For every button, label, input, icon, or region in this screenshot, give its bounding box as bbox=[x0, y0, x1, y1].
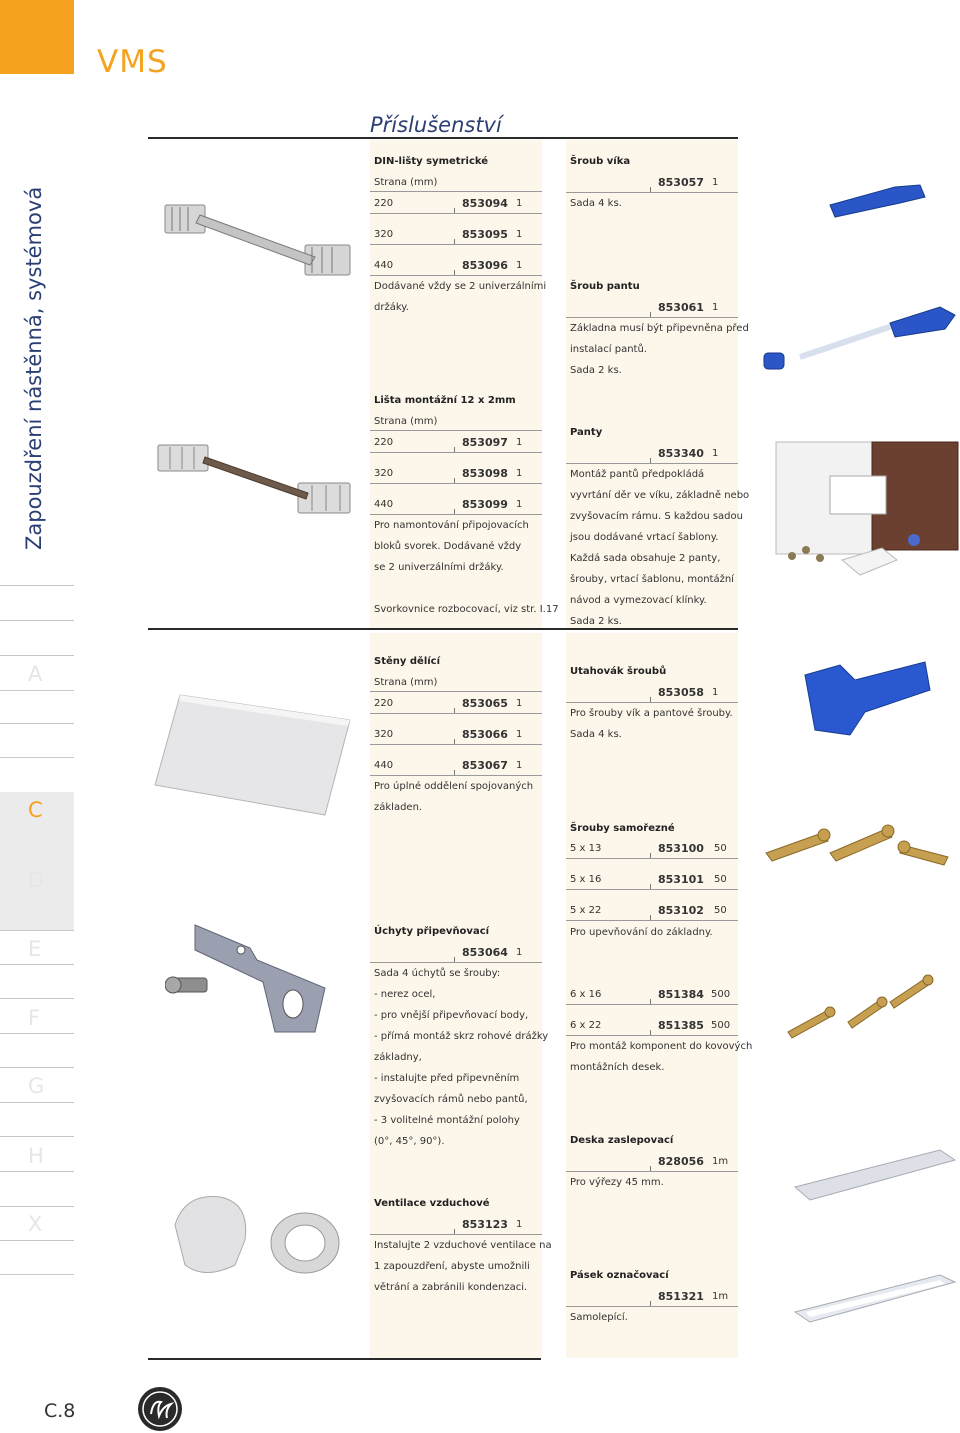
column-tick bbox=[454, 270, 455, 275]
note-line: Sada 4 ks. bbox=[570, 729, 622, 740]
row-underline bbox=[370, 514, 542, 515]
article-number: 853340 bbox=[658, 447, 704, 460]
note-line: Pro výřezy 45 mm. bbox=[570, 1177, 664, 1188]
row-quantity: 1 bbox=[516, 499, 523, 510]
index-divider bbox=[0, 1102, 74, 1103]
note-line: - instalujte před připevněním bbox=[374, 1073, 520, 1084]
row-quantity: 1 bbox=[516, 260, 523, 271]
note-line: - nerez ocel, bbox=[374, 989, 436, 1000]
note-line: Pro namontování připojovacích bbox=[374, 520, 529, 531]
note-line: Pro montáž komponent do kovových bbox=[570, 1041, 753, 1052]
block-title: Pásek označovací bbox=[570, 1270, 669, 1281]
article-number: 853097 bbox=[462, 436, 508, 449]
note-line: Dodávané vždy se 2 univerzálními bbox=[374, 281, 547, 292]
index-divider bbox=[0, 998, 74, 999]
article-number: 851384 bbox=[658, 988, 704, 1001]
row-size: 6 x 16 bbox=[570, 989, 602, 1000]
block-subtitle: Strana (mm) bbox=[374, 177, 438, 188]
article-number: 853099 bbox=[462, 498, 508, 511]
block-title: Deska zaslepovací bbox=[570, 1135, 674, 1146]
note-line: větrání a zabránili kondenzaci. bbox=[374, 1282, 528, 1293]
bottom-rule-left bbox=[148, 1358, 541, 1360]
brand-color-block bbox=[0, 0, 74, 74]
column-tick bbox=[650, 458, 651, 463]
block-subtitle: Strana (mm) bbox=[374, 677, 438, 688]
note-line: Montáž pantů předpokládá bbox=[570, 469, 705, 480]
index-active-band bbox=[0, 827, 74, 861]
column-tick bbox=[454, 509, 455, 514]
row-underline bbox=[370, 452, 542, 453]
article-number: 853067 bbox=[462, 759, 508, 772]
block-title: Utahovák šroubů bbox=[570, 666, 667, 677]
index-divider bbox=[0, 1274, 74, 1275]
row-quantity: 1 bbox=[516, 1219, 523, 1230]
article-number: 853100 bbox=[658, 842, 704, 855]
block-title: Ventilace vzduchové bbox=[374, 1198, 490, 1209]
ventilation-image bbox=[165, 1185, 340, 1295]
block-title: Stěny dělící bbox=[374, 656, 441, 667]
article-number: 851321 bbox=[658, 1290, 704, 1303]
row-underline bbox=[370, 483, 542, 484]
row-quantity: 1 bbox=[516, 698, 523, 709]
hinge-image bbox=[772, 440, 960, 588]
row-quantity: 500 bbox=[711, 1020, 731, 1031]
mounting-rail-image bbox=[150, 425, 360, 535]
article-number: 853101 bbox=[658, 873, 704, 886]
row-size: 440 bbox=[374, 760, 394, 771]
row-underline bbox=[370, 1234, 542, 1235]
column-tick bbox=[454, 478, 455, 483]
note-line: zvyšovacích rámů nebo pantů, bbox=[374, 1094, 528, 1105]
column-tick bbox=[454, 957, 455, 962]
note-line: instalací pantů. bbox=[570, 344, 647, 355]
column-tick bbox=[454, 770, 455, 775]
row-underline bbox=[370, 691, 542, 692]
marking-strip-image bbox=[790, 1270, 960, 1330]
index-divider bbox=[0, 655, 74, 656]
note-line: jsou dodávané vrtací šablony. bbox=[570, 532, 719, 543]
row-quantity: 1m bbox=[712, 1156, 729, 1167]
row-quantity: 1m bbox=[712, 1291, 729, 1302]
row-underline bbox=[370, 713, 542, 714]
article-number: 853065 bbox=[462, 697, 508, 710]
note-line: bloků svorek. Dodávané vždy bbox=[374, 541, 522, 552]
middle-rule bbox=[148, 628, 738, 630]
article-number: 853066 bbox=[462, 728, 508, 741]
row-size: 320 bbox=[374, 729, 394, 740]
row-quantity: 50 bbox=[714, 905, 727, 916]
article-number: 851385 bbox=[658, 1019, 704, 1032]
column-tick bbox=[650, 853, 651, 858]
row-size: 5 x 22 bbox=[570, 905, 602, 916]
index-letter-e[interactable]: E bbox=[28, 937, 42, 961]
row-quantity: 1 bbox=[712, 302, 719, 313]
note-line: Instalujte 2 vzduchové ventilace na bbox=[374, 1240, 552, 1251]
row-quantity: 1 bbox=[516, 229, 523, 240]
row-quantity: 1 bbox=[516, 760, 523, 771]
row-quantity: 1 bbox=[712, 177, 719, 188]
note-line: Sada 4 úchytů se šrouby: bbox=[374, 968, 501, 979]
index-letter-h[interactable]: H bbox=[28, 1144, 44, 1168]
side-title: Zapouzdření nástěnná, systémová bbox=[22, 186, 46, 550]
row-size: 440 bbox=[374, 499, 394, 510]
din-rail-image bbox=[160, 185, 360, 295]
column-tick bbox=[650, 1166, 651, 1171]
block-title: Lišta montážní 12 x 2mm bbox=[374, 395, 516, 406]
note-line: - přímá montáž skrz rohové drážky bbox=[374, 1031, 549, 1042]
note-line: se 2 univerzálními držáky. bbox=[374, 562, 504, 573]
note-line: držáky. bbox=[374, 302, 409, 313]
metal-plate-screws-image bbox=[780, 960, 950, 1050]
row-size: 440 bbox=[374, 260, 394, 271]
row-underline bbox=[566, 1004, 738, 1005]
row-quantity: 50 bbox=[714, 843, 727, 854]
column-tick bbox=[454, 447, 455, 452]
block-title: Úchyty připevňovací bbox=[374, 926, 490, 937]
note-line: Pro úplné oddělení spojovaných bbox=[374, 781, 534, 792]
top-rule bbox=[148, 137, 738, 139]
index-divider bbox=[0, 723, 74, 724]
column-tick bbox=[454, 1229, 455, 1234]
note-line: montážních desek. bbox=[570, 1062, 665, 1073]
row-underline bbox=[566, 889, 738, 890]
index-divider bbox=[0, 1136, 74, 1137]
note-line: základny, bbox=[374, 1052, 422, 1063]
note-line: Každá sada obsahuje 2 panty, bbox=[570, 553, 721, 564]
row-quantity: 1 bbox=[516, 437, 523, 448]
row-size: 220 bbox=[374, 437, 394, 448]
column-tick bbox=[454, 708, 455, 713]
hinge-screw-image bbox=[760, 295, 960, 385]
row-underline bbox=[566, 192, 738, 193]
row-underline bbox=[566, 1171, 738, 1172]
row-underline bbox=[370, 244, 542, 245]
index-letter-c[interactable]: C bbox=[28, 798, 43, 822]
cross-reference: Svorkovnice rozbocovací, viz str. I.17 bbox=[374, 604, 559, 615]
row-underline bbox=[370, 430, 542, 431]
index-divider bbox=[0, 690, 74, 691]
row-quantity: 50 bbox=[714, 874, 727, 885]
block-title: Šroub pantu bbox=[570, 281, 640, 292]
row-quantity: 500 bbox=[711, 989, 731, 1000]
row-size: 320 bbox=[374, 229, 394, 240]
row-size: 320 bbox=[374, 468, 394, 479]
row-underline bbox=[566, 317, 738, 318]
row-underline bbox=[566, 858, 738, 859]
index-divider bbox=[0, 620, 74, 621]
row-underline bbox=[566, 463, 738, 464]
block-title: DIN-lišty symetrické bbox=[374, 156, 489, 167]
note-line: (0°, 45°, 90°). bbox=[374, 1136, 445, 1147]
row-quantity: 1 bbox=[516, 947, 523, 958]
cover-screw-image bbox=[825, 175, 935, 225]
index-divider bbox=[0, 585, 74, 586]
article-number: 853094 bbox=[462, 197, 508, 210]
index-divider bbox=[0, 1067, 74, 1068]
row-underline bbox=[370, 275, 542, 276]
row-quantity: 1 bbox=[516, 198, 523, 209]
row-underline bbox=[370, 191, 542, 192]
block-title: Šroub víka bbox=[570, 156, 631, 167]
column-tick bbox=[650, 312, 651, 317]
row-size: 220 bbox=[374, 198, 394, 209]
article-number: 853057 bbox=[658, 176, 704, 189]
ge-logo bbox=[137, 1386, 183, 1432]
column-tick bbox=[650, 187, 651, 192]
block-title: Panty bbox=[570, 427, 603, 438]
mounting-bracket-image bbox=[165, 920, 345, 1040]
block-title: Šrouby samořezné bbox=[570, 823, 675, 834]
note-line: Sada 2 ks. bbox=[570, 616, 622, 627]
column-tick bbox=[454, 739, 455, 744]
self-tapping-screws-image bbox=[762, 815, 954, 870]
article-number: 853058 bbox=[658, 686, 704, 699]
row-underline bbox=[566, 920, 738, 921]
column-tick bbox=[650, 915, 651, 920]
blanking-plate-image bbox=[790, 1145, 960, 1215]
row-underline bbox=[370, 744, 542, 745]
row-quantity: 1 bbox=[516, 468, 523, 479]
row-underline bbox=[370, 213, 542, 214]
row-size: 5 x 13 bbox=[570, 843, 602, 854]
column-tick bbox=[650, 697, 651, 702]
article-number: 853061 bbox=[658, 301, 704, 314]
column-tick bbox=[650, 1030, 651, 1035]
article-number: 853123 bbox=[462, 1218, 508, 1231]
row-underline bbox=[566, 1035, 738, 1036]
page-number: C.8 bbox=[44, 1400, 76, 1422]
article-number: 828056 bbox=[658, 1155, 704, 1168]
note-line: - 3 volitelné montážní polohy bbox=[374, 1115, 520, 1126]
index-divider bbox=[0, 1171, 74, 1172]
note-line: návod a vymezovací klínky. bbox=[570, 595, 707, 606]
row-quantity: 1 bbox=[712, 448, 719, 459]
row-underline bbox=[566, 1306, 738, 1307]
row-quantity: 1 bbox=[712, 687, 719, 698]
index-letter-d[interactable]: D bbox=[28, 868, 45, 892]
index-letter-g[interactable]: G bbox=[28, 1074, 45, 1098]
note-line: - pro vnější připevňovací body, bbox=[374, 1010, 529, 1021]
row-quantity: 1 bbox=[516, 729, 523, 740]
note-line: Pro šrouby vík a pantové šrouby. bbox=[570, 708, 733, 719]
index-letter-x[interactable]: X bbox=[28, 1212, 43, 1236]
index-divider bbox=[0, 930, 74, 931]
note-line: Sada 4 ks. bbox=[570, 198, 622, 209]
row-underline bbox=[370, 962, 542, 963]
screwdriver-tool-image bbox=[795, 650, 935, 745]
note-line: Sada 2 ks. bbox=[570, 365, 622, 376]
note-line: základen. bbox=[374, 802, 423, 813]
index-divider bbox=[0, 757, 74, 758]
row-size: 5 x 16 bbox=[570, 874, 602, 885]
column-tick bbox=[454, 239, 455, 244]
article-number: 853098 bbox=[462, 467, 508, 480]
row-underline bbox=[370, 775, 542, 776]
column-tick bbox=[650, 999, 651, 1004]
section-title: Příslušenství bbox=[370, 113, 502, 137]
index-active-band bbox=[0, 895, 74, 930]
index-letter-f[interactable]: F bbox=[28, 1006, 41, 1030]
row-underline bbox=[566, 702, 738, 703]
note-line: šrouby, vrtací šablonu, montážní bbox=[570, 574, 734, 585]
block-subtitle: Strana (mm) bbox=[374, 416, 438, 427]
column-tick bbox=[650, 884, 651, 889]
index-divider bbox=[0, 1206, 74, 1207]
column-tick bbox=[650, 1301, 651, 1306]
note-line: Základna musí být připevněna před bbox=[570, 323, 749, 334]
divider-plate-image bbox=[150, 690, 355, 820]
column-tick bbox=[454, 208, 455, 213]
row-size: 6 x 22 bbox=[570, 1020, 602, 1031]
index-letter-a[interactable]: A bbox=[28, 662, 43, 686]
note-line: Pro upevňování do základny. bbox=[570, 927, 713, 938]
note-line: Samolepící. bbox=[570, 1312, 628, 1323]
article-number: 853064 bbox=[462, 946, 508, 959]
index-divider bbox=[0, 1033, 74, 1034]
note-line: 1 zapouzdření, abyste umožnili bbox=[374, 1261, 530, 1272]
note-line: vyvrtání děr ve víku, základně nebo bbox=[570, 490, 750, 501]
article-number: 853096 bbox=[462, 259, 508, 272]
article-number: 853095 bbox=[462, 228, 508, 241]
note-line: zvyšovacím rámu. S každou sadou bbox=[570, 511, 743, 522]
row-size: 220 bbox=[374, 698, 394, 709]
index-divider bbox=[0, 1240, 74, 1241]
article-number: 853102 bbox=[658, 904, 704, 917]
index-divider bbox=[0, 964, 74, 965]
brand-name: VMS bbox=[97, 44, 168, 80]
